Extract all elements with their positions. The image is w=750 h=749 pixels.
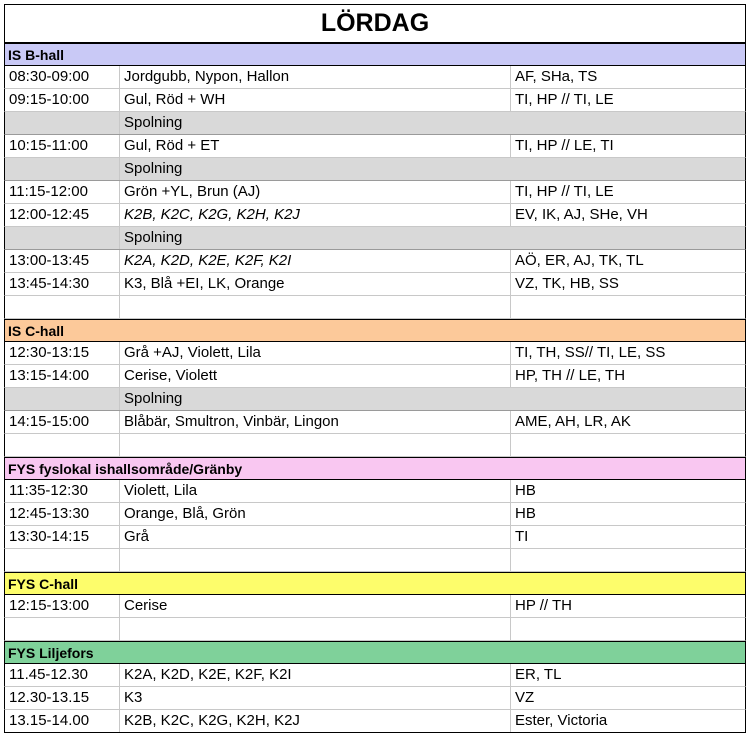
leaders-cell[interactable]: HP, TH // LE, TH — [515, 367, 626, 384]
spolning-row — [4, 388, 746, 411]
schedule-row — [4, 66, 746, 89]
empty-cell[interactable] — [5, 549, 120, 571]
section-title[interactable]: FYS fyslokal ishallsområde/Gränby — [8, 461, 243, 477]
schedule-row — [4, 273, 746, 296]
leaders-cell[interactable]: HB — [515, 505, 536, 522]
spolning-label[interactable]: Spolning — [124, 114, 183, 131]
time-cell[interactable]: 13:30-14:15 — [5, 526, 120, 548]
schedule-row — [4, 342, 746, 365]
time-cell[interactable]: 08:30-09:00 — [5, 66, 120, 88]
groups-cell[interactable]: Gul, Röd + ET — [120, 135, 511, 157]
empty-cell[interactable] — [511, 434, 745, 456]
section-title[interactable]: FYS Liljefors — [8, 645, 94, 661]
schedule-row — [4, 250, 746, 273]
empty-cell[interactable] — [511, 549, 745, 571]
schedule-row — [4, 181, 746, 204]
leaders-cell[interactable]: TI — [515, 528, 529, 545]
time-cell[interactable]: 11:15-12:00 — [5, 181, 120, 203]
leaders-cell[interactable]: AME, AH, LR, AK — [515, 413, 631, 430]
schedule-sheet — [4, 4, 746, 733]
groups-cell[interactable]: K2B, K2C, K2G, K2H, K2J — [120, 204, 511, 226]
schedule-row — [4, 664, 746, 687]
groups-cell[interactable]: K3 — [120, 687, 511, 709]
empty-cell[interactable] — [5, 388, 120, 410]
groups-cell[interactable]: K3, Blå +EI, LK, Orange — [120, 273, 511, 295]
groups-cell[interactable]: Grön +YL, Brun (AJ) — [120, 181, 511, 203]
schedule-row — [4, 595, 746, 618]
time-cell[interactable]: 11:35-12:30 — [5, 480, 120, 502]
time-cell[interactable]: 14:15-15:00 — [5, 411, 120, 433]
section-title[interactable]: IS B-hall — [8, 47, 65, 63]
empty-cell[interactable] — [511, 158, 745, 180]
section-header — [4, 572, 746, 595]
empty-cell[interactable] — [120, 618, 511, 640]
empty-cell[interactable] — [5, 227, 120, 249]
groups-cell[interactable]: Blåbär, Smultron, Vinbär, Lingon — [120, 411, 511, 433]
schedule-row — [4, 526, 746, 549]
empty-cell[interactable] — [5, 112, 120, 134]
schedule-row — [4, 135, 746, 158]
leaders-cell[interactable]: ER, TL — [515, 666, 562, 683]
schedule-row — [4, 687, 746, 710]
time-cell[interactable]: 11.45-12.30 — [5, 664, 120, 686]
empty-cell[interactable] — [511, 112, 745, 134]
time-cell[interactable]: 12:15-13:00 — [5, 595, 120, 617]
time-cell[interactable]: 13:45-14:30 — [5, 273, 120, 295]
empty-cell[interactable] — [511, 618, 745, 640]
empty-cell[interactable] — [120, 549, 511, 571]
time-cell[interactable]: 10:15-11:00 — [5, 135, 120, 157]
schedule-row — [4, 480, 746, 503]
time-cell[interactable]: 12.30-13.15 — [5, 687, 120, 709]
schedule-sections — [4, 43, 746, 733]
groups-cell[interactable]: K2A, K2D, K2E, K2F, K2I — [120, 250, 511, 272]
groups-cell[interactable]: Jordgubb, Nypon, Hallon — [120, 66, 511, 88]
empty-row — [4, 549, 746, 572]
leaders-cell[interactable]: EV, IK, AJ, SHe, VH — [515, 206, 648, 223]
leaders-cell[interactable]: VZ, TK, HB, SS — [515, 275, 619, 292]
leaders-cell[interactable]: HP // TH — [515, 597, 572, 614]
title-row[interactable] — [4, 4, 746, 43]
empty-cell[interactable] — [5, 618, 120, 640]
groups-cell[interactable]: Cerise, Violett — [120, 365, 511, 387]
spolning-row — [4, 227, 746, 250]
leaders-cell[interactable]: TI, HP // LE, TI — [515, 137, 614, 154]
spolning-label[interactable]: Spolning — [124, 160, 183, 177]
groups-cell[interactable]: K2A, K2D, K2E, K2F, K2I — [120, 664, 511, 686]
empty-row — [4, 618, 746, 641]
leaders-cell[interactable]: TI, HP // TI, LE — [515, 91, 614, 108]
time-cell[interactable]: 09:15-10:00 — [5, 89, 120, 111]
leaders-cell[interactable]: Ester, Victoria — [515, 712, 608, 729]
leaders-cell[interactable]: AÖ, ER, AJ, TK, TL — [515, 252, 644, 269]
schedule-row — [4, 365, 746, 388]
empty-cell[interactable] — [120, 434, 511, 456]
schedule-row — [4, 710, 746, 733]
leaders-cell[interactable]: TI, TH, SS// TI, LE, SS — [515, 344, 666, 361]
schedule-row — [4, 89, 746, 112]
empty-cell[interactable] — [511, 227, 745, 249]
schedule-row — [4, 503, 746, 526]
section-header — [4, 43, 746, 66]
spolning-row — [4, 112, 746, 135]
groups-cell[interactable]: Gul, Röd + WH — [120, 89, 511, 111]
empty-cell[interactable] — [511, 296, 745, 318]
empty-cell[interactable] — [511, 388, 745, 410]
time-cell[interactable]: 13:00-13:45 — [5, 250, 120, 272]
leaders-cell[interactable]: AF, SHa, TS — [515, 68, 598, 85]
schedule-row — [4, 204, 746, 227]
leaders-cell[interactable]: TI, HP // TI, LE — [515, 183, 614, 200]
section-header — [4, 457, 746, 480]
spolning-row — [4, 158, 746, 181]
time-cell[interactable]: 12:45-13:30 — [5, 503, 120, 525]
groups-cell[interactable]: Orange, Blå, Grön — [120, 503, 511, 525]
groups-cell[interactable]: Grå +AJ, Violett, Lila — [120, 342, 511, 364]
leaders-cell[interactable]: HB — [515, 482, 536, 499]
time-cell[interactable]: 12:30-13:15 — [5, 342, 120, 364]
empty-cell[interactable] — [5, 158, 120, 180]
time-cell[interactable]: 13.15-14.00 — [5, 710, 120, 732]
spolning-label[interactable]: Spolning — [124, 390, 183, 407]
groups-cell[interactable]: Violett, Lila — [120, 480, 511, 502]
page-title: LÖRDAG — [320, 9, 430, 37]
section-title[interactable]: FYS C-hall — [8, 576, 79, 592]
schedule-row — [4, 411, 746, 434]
leaders-cell[interactable]: VZ — [515, 689, 535, 706]
spolning-label[interactable]: Spolning — [124, 229, 183, 246]
empty-cell[interactable] — [5, 296, 120, 318]
section-title[interactable]: IS C-hall — [8, 323, 65, 339]
empty-cell[interactable] — [120, 296, 511, 318]
section-header — [4, 641, 746, 664]
empty-row — [4, 434, 746, 457]
empty-cell[interactable] — [5, 434, 120, 456]
empty-row — [4, 296, 746, 319]
groups-cell[interactable]: Cerise — [120, 595, 511, 617]
groups-cell[interactable]: Grå — [120, 526, 511, 548]
time-cell[interactable]: 13:15-14:00 — [5, 365, 120, 387]
groups-cell[interactable]: K2B, K2C, K2G, K2H, K2J — [120, 710, 511, 732]
section-header — [4, 319, 746, 342]
time-cell[interactable]: 12:00-12:45 — [5, 204, 120, 226]
